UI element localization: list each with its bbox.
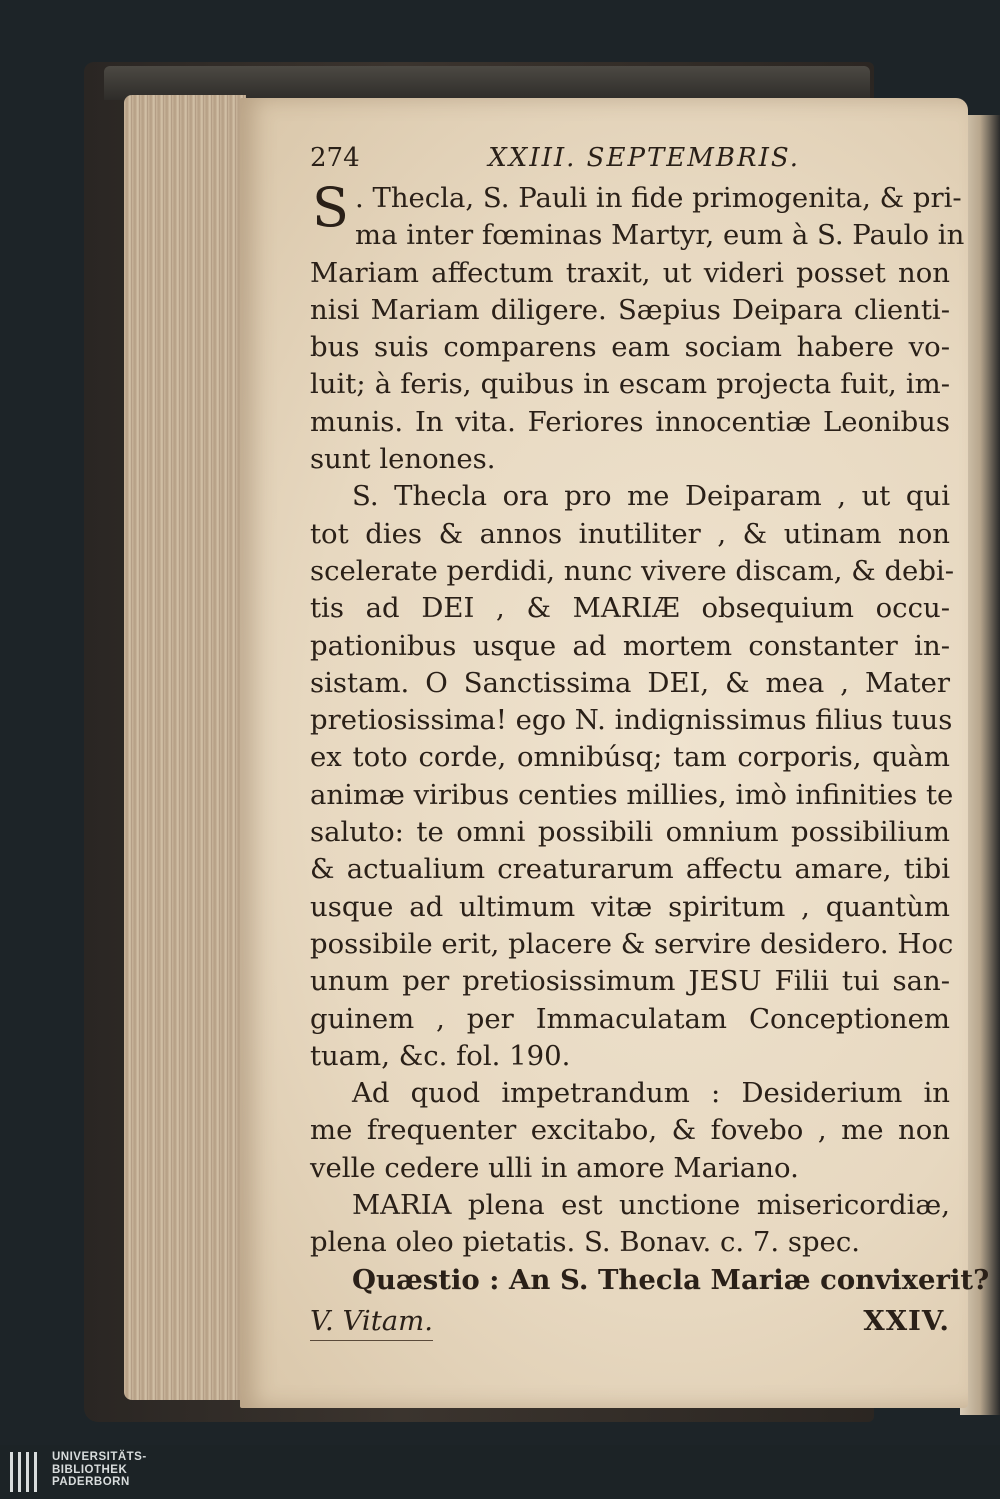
library-logo-icon xyxy=(10,1452,46,1492)
text-line: luit; à feris, quibus in escam projecta fuit, im- xyxy=(310,368,950,401)
text-line: tuam, &c. fol. 190. xyxy=(310,1039,571,1072)
text-line: saluto: te omni possibili omnium possibilium xyxy=(310,816,950,849)
text-line: & actualium creaturarum affectu amare, tibi xyxy=(310,853,950,886)
text-line: pationibus usque ad mortem constanter in- xyxy=(310,629,950,662)
text-line: velle cedere ulli in amore Mariano. xyxy=(310,1151,799,1184)
text-line: possibile erit, placere & servire desidero. Hoc xyxy=(310,927,954,960)
text-line: Mariam affectum traxit, ut videri posset non xyxy=(310,256,950,289)
paragraph-2 xyxy=(310,478,955,1075)
text-line: pretiosissima! ego N. indignissimus filius tuus xyxy=(310,704,953,737)
text-line: ma inter fœminas Martyr, eum à S. Paulo in xyxy=(355,219,965,252)
text-line: Quæstio : An S. Thecla Mariæ convixerit? xyxy=(352,1263,990,1296)
paragraph-1 xyxy=(310,176,965,478)
paragraph-3 xyxy=(310,1075,950,1187)
text-line: guinem , per Immaculatam Conceptionem xyxy=(310,1002,950,1035)
text-line: bus suis comparens eam sociam habere vo- xyxy=(310,331,950,364)
library-logo-line: PADERBORN xyxy=(52,1476,130,1488)
page-number: 274 xyxy=(310,143,360,173)
page-header xyxy=(310,140,800,180)
library-logo-line: BIBLIOTHEK xyxy=(52,1463,128,1476)
footer-bar xyxy=(0,1445,1000,1499)
text-line: munis. In vita. Feriores innocentiæ Leonibus xyxy=(310,405,950,438)
page-edges xyxy=(124,95,246,1400)
text-line: . Thecla, S. Pauli in fide primogenita, & pri- xyxy=(355,182,962,214)
text-line: animæ viribus centies millies, imò infinities te xyxy=(310,778,954,811)
paragraph-4 xyxy=(310,1187,950,1262)
text-line: usque ad ultimum vitæ spiritum , quantùm xyxy=(310,890,950,923)
text-line: plena oleo pietatis. S. Bonav. c. 7. spec. xyxy=(310,1226,860,1259)
page-text xyxy=(310,140,990,1341)
drop-cap: S xyxy=(312,176,349,239)
library-logo-text xyxy=(52,1451,147,1489)
text-line: unum per pretiosissimum JESU Filii tui san- xyxy=(310,965,950,998)
text-line: sunt lenones. xyxy=(310,443,496,476)
text-line: MARIA plena est unctione misericordiæ, xyxy=(352,1189,950,1222)
text-line: nisi Mariam diligere. Sæpius Deipara clienti- xyxy=(310,293,950,326)
text-line: tis ad DEI , & MARIÆ obsequium occu- xyxy=(310,592,950,625)
catchword-row xyxy=(310,1303,950,1341)
text-line: scelerate perdidi, nunc vivere discam, & debi- xyxy=(310,554,955,587)
catchword-right: XXIV. xyxy=(863,1304,950,1337)
text-line: sistam. O Sanctissima DEI, & mea , Mater xyxy=(310,666,950,699)
text-line: Ad quod impetrandum : Desiderium in xyxy=(352,1077,950,1110)
library-logo-line: UNIVERSITÄTS- xyxy=(52,1451,147,1463)
text-line: me frequenter excitabo, & fovebo , me non xyxy=(310,1114,950,1147)
running-title: XXIII. SEPTEMBRIS. xyxy=(488,143,800,173)
catchword-left: V. Vitam. xyxy=(310,1303,433,1341)
text-line: ex toto corde, omnibúsq; tam corporis, quàm xyxy=(310,741,950,774)
text-line: S. Thecla ora pro me Deiparam , ut qui xyxy=(352,480,950,513)
text-line: tot dies & annos inutiliter , & utinam non xyxy=(310,517,950,550)
paragraph-5 xyxy=(310,1262,990,1299)
